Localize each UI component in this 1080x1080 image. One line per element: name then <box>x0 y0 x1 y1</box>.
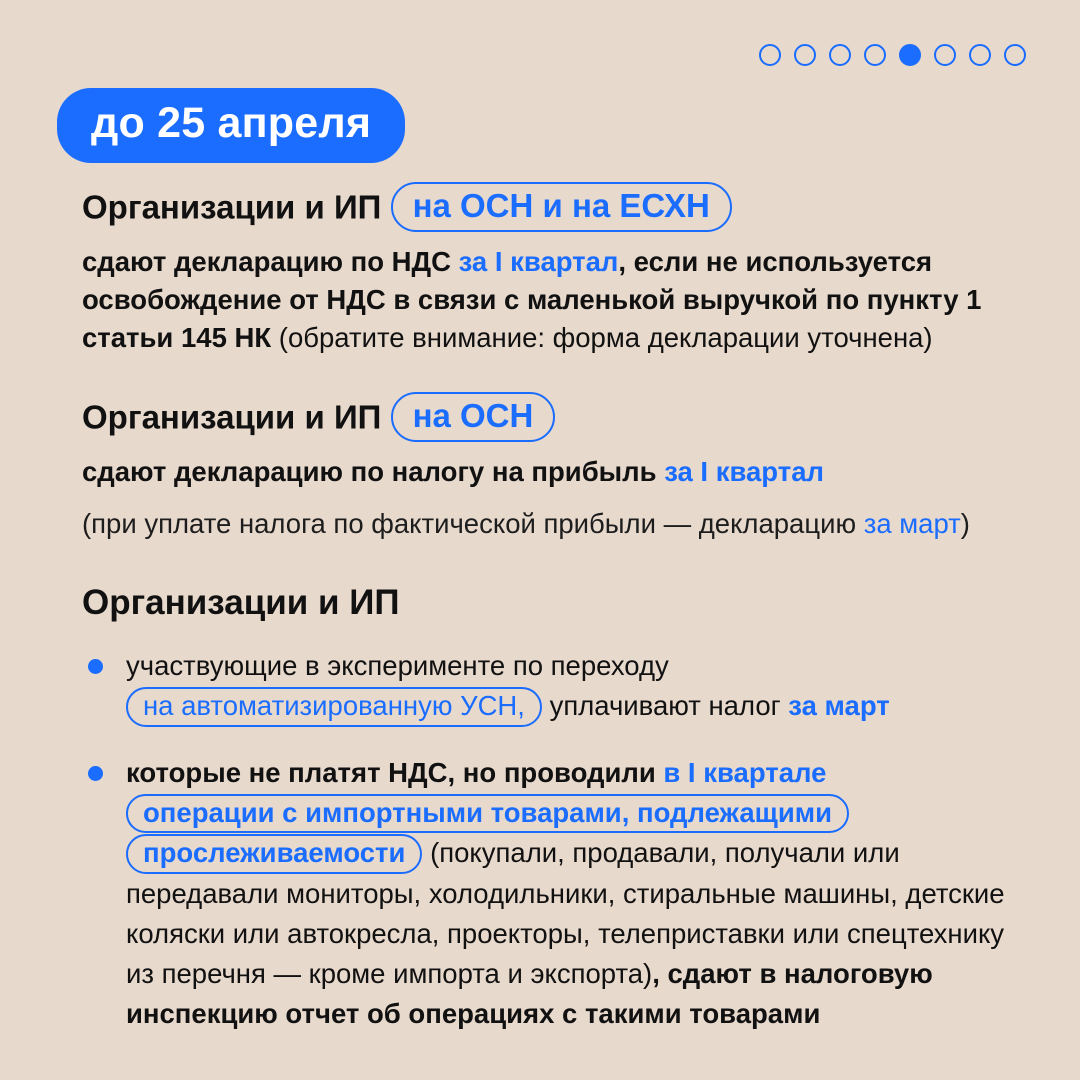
section-2-heading <box>82 395 1032 445</box>
section-2-body-line1 <box>82 453 1032 491</box>
date-badge: до 25 апреля <box>57 88 405 163</box>
pagination-dot-3[interactable] <box>829 44 851 66</box>
section-osn-eshn <box>82 185 1032 357</box>
section-2-note-part-a: (при уплате налога по фактической прибыли — декларацию <box>82 507 864 539</box>
section-2-body-line2 <box>82 505 1032 543</box>
section-2-body-part-a: сдают декларацию по налогу на прибыль <box>82 455 665 487</box>
section-2-note-part-b: ) <box>960 507 970 539</box>
bullet-2-text <box>126 753 1032 1034</box>
content-area <box>82 185 1032 1059</box>
pagination-dot-6[interactable] <box>934 44 956 66</box>
list-item <box>82 646 1032 727</box>
section-1-body-part-a: сдают декларацию по НДС <box>82 245 459 277</box>
section-1-body-highlight: за I квартал <box>458 245 619 277</box>
section-2-heading-text: Организации и ИП <box>82 398 382 436</box>
list-item <box>82 753 1032 1034</box>
section-2-note-highlight: за март <box>863 507 961 539</box>
section-general <box>82 581 1032 1034</box>
pagination-dot-1[interactable] <box>759 44 781 66</box>
bullet-1-line2-a: уплачивают налог <box>541 690 789 722</box>
section-3-heading: Организации и ИП <box>82 582 400 622</box>
section-1-body-note: (обратите внимание: форма декларации уточнена) <box>278 321 933 353</box>
pagination-dot-7[interactable] <box>969 44 991 66</box>
bullet-dot-icon <box>88 659 103 674</box>
section-1-heading <box>82 185 1032 235</box>
bullet-dot-icon <box>88 766 103 781</box>
bullet-1-line1: участвующие в эксперименте по переходу <box>126 650 669 682</box>
bullet-2-note: (покупали, продавали, получали или передавали мониторы, холодильники, стиральные машины, детские коляски или автокресла, проекторы, телеприставки или спецтехнику из перечня — кроме импорта и экспорта) <box>126 837 1005 989</box>
section-osn <box>82 395 1032 543</box>
bullet-1-text <box>126 646 1032 727</box>
section-1-tag: на ОСН и на ЕСХН <box>391 182 732 232</box>
section-2-tag: на ОСН <box>391 392 556 442</box>
bullet-2-highlight: в I квартале <box>663 756 827 788</box>
bullet-2-tag-1: операции с импортными товарами, подлежащими <box>126 794 849 834</box>
section-3-bullet-list <box>82 646 1032 1033</box>
pagination-dot-4[interactable] <box>864 44 886 66</box>
pagination-dot-8[interactable] <box>1004 44 1026 66</box>
pagination-dot-2[interactable] <box>794 44 816 66</box>
pagination <box>759 44 1026 66</box>
bullet-1-highlight: за март <box>788 690 890 722</box>
section-1-body <box>82 243 1032 357</box>
section-1-body-part-b: , если не используется освобождение от НДС в связи с маленькой выручкой по пункту 1 статьи 145 НК <box>82 245 982 353</box>
bullet-2-tail: , сдают в налоговую инспекцию отчет об операциях с такими товарами <box>126 957 933 1029</box>
section-1-heading-text: Организации и ИП <box>82 188 382 226</box>
pagination-dot-5-active[interactable] <box>899 44 921 66</box>
bullet-2-tag-2: прослеживаемости <box>126 834 422 874</box>
bullet-2-line1-a: которые не платят НДС, но проводили <box>126 756 664 788</box>
bullet-1-tag: на автоматизированную УСН, <box>126 687 542 727</box>
section-2-body-highlight: за I квартал <box>664 455 824 487</box>
